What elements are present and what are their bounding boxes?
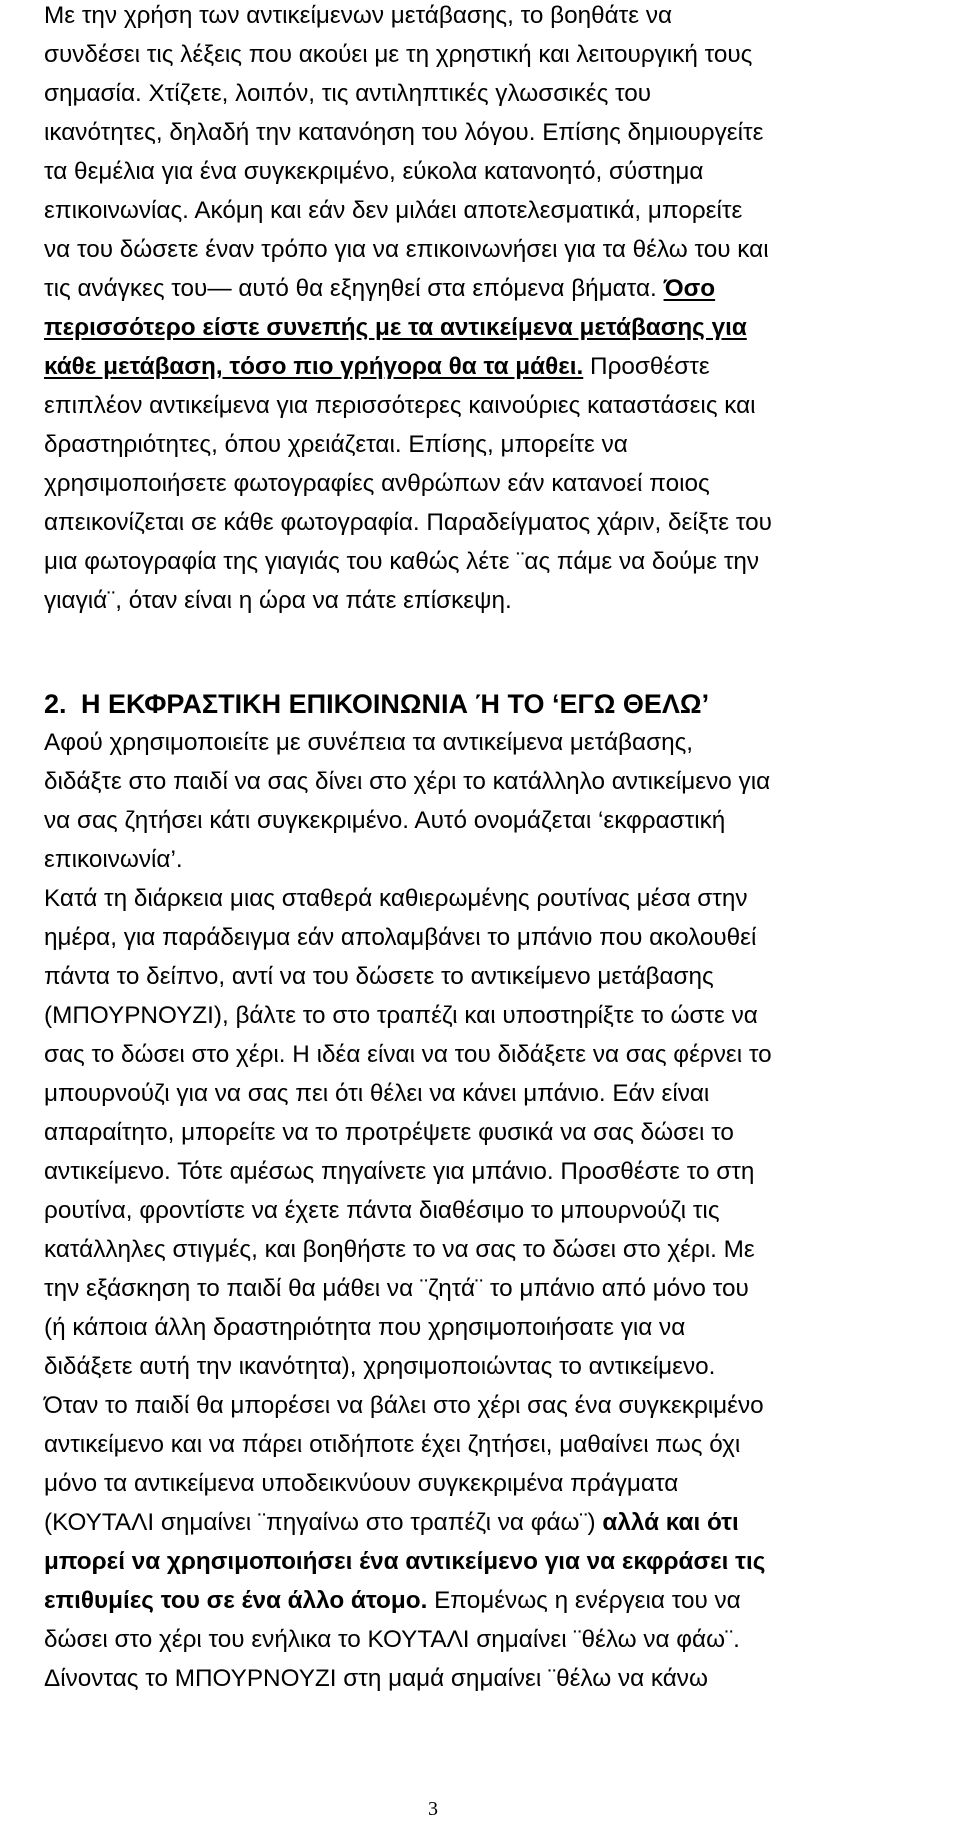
text-line: (ΚΟΥΤΑΛΙ σημαίνει ¨πηγαίνω στο τραπέζι να φάω¨) αλλά και ότι xyxy=(44,1509,739,1536)
text-line: δραστηριότητες, όπου χρειάζεται. Επίσης, μπορείτε να xyxy=(44,431,628,458)
text-line: μπουρνούζι για να σας πει ότι θέλει να κάνει μπάνιο. Εάν είναι xyxy=(44,1080,710,1107)
text-line: τις ανάγκες του— αυτό θα εξηγηθεί στα επόμενα βήματα. Όσο xyxy=(44,275,716,302)
text-line: να του δώσετε έναν τρόπο για να επικοινωνήσει για τα θέλω του και xyxy=(44,236,769,263)
text-line: μια φωτογραφία της γιαγιάς του καθώς λέτε ¨ας πάμε να δούμε την xyxy=(44,548,760,575)
text-line: γιαγιά¨, όταν είναι η ώρα να πάτε επίσκεψη. xyxy=(44,587,512,614)
section-title: Η ΕΚΦΡΑΣΤΙΚΗ ΕΠΙΚΟΙΝΩΝΙΑ Ή ΤΟ ‘ΕΓΩ ΘΕΛΩ’ xyxy=(81,689,710,719)
text-line: πάντα το δείπνο, αντί να του δώσετε το αντικείμενο μετάβασης xyxy=(44,963,714,990)
text-line: επικοινωνίας. Ακόμη και εάν δεν μιλάει αποτελεσματικά, μπορείτε xyxy=(44,197,743,224)
emphasis-text: μπορεί να χρησιμοποιήσει ένα αντικείμενο για να εκφράσει τις xyxy=(44,1548,766,1575)
text-line: χρησιμοποιήσετε φωτογραφίες ανθρώπων εάν κατανοεί ποιος xyxy=(44,470,710,497)
text-line: επιπλέον αντικείμενα για περισσότερες καινούριες καταστάσεις και xyxy=(44,392,756,419)
section-heading xyxy=(44,688,709,720)
text-line: επικοινωνία’. xyxy=(44,846,183,873)
text-line: ημέρα, για παράδειγμα εάν απολαμβάνει το μπάνιο που ακολουθεί xyxy=(44,924,757,951)
section-number: 2. xyxy=(44,689,67,719)
text-line: Δίνοντας το ΜΠΟΥΡΝΟΥΖΙ στη μαμά σημαίνει ¨θέλω να κάνω xyxy=(44,1665,708,1692)
text-line: αντικείμενο. Τότε αμέσως πηγαίνετε για μπάνιο. Προσθέστε το στη xyxy=(44,1158,755,1185)
emphasis-text: κάθε μετάβαση, τόσο πιο γρήγορα θα τα μάθει. xyxy=(44,353,584,380)
text-line: διδάξετε αυτή την ικανότητα), χρησιμοποιώντας το αντικείμενο. xyxy=(44,1353,716,1380)
text-line: σημασία. Χτίζετε, λοιπόν, τις αντιληπτικές γλωσσικές του xyxy=(44,80,652,107)
text-line: να σας ζητήσει κάτι συγκεκριμένο. Αυτό ονομάζεται ‘εκφραστική xyxy=(44,807,726,834)
text-line: κατάλληλες στιγμές, και βοηθήστε το να σας το δώσει στο χέρι. Με xyxy=(44,1236,755,1263)
emphasis-text: περισσότερο είστε συνεπής με τα αντικείμενα μετάβασης για xyxy=(44,314,747,341)
text-line: ικανότητες, δηλαδή την κατανόηση του λόγου. Επίσης δημιουργείτε xyxy=(44,119,764,146)
text-line: την εξάσκηση το παιδί θα μάθει να ¨ζητά¨ το μπάνιο από μόνο του xyxy=(44,1275,749,1302)
text-line: συνδέσει τις λέξεις που ακούει με τη χρηστική και λειτουργική τους xyxy=(44,41,753,68)
text-line: αντικείμενο και να πάρει οτιδήποτε έχει ζητήσει, μαθαίνει πως όχι xyxy=(44,1431,741,1458)
text-line: τα θεμέλια για ένα συγκεκριμένο, εύκολα κατανοητό, σύστημα xyxy=(44,158,704,185)
emphasis-text: Όσο xyxy=(663,275,716,302)
text-line: απεικονίζεται σε κάθε φωτογραφία. Παραδείγματος χάριν, δείξτε του xyxy=(44,509,772,536)
text-line: δώσει στο χέρι του ενήλικα το ΚΟΥΤΑΛΙ σημαίνει ¨θέλω να φάω¨. xyxy=(44,1626,740,1653)
text-line: διδάξτε στο παιδί να σας δίνει στο χέρι το κατάλληλο αντικείμενο για xyxy=(44,768,771,795)
text-line: απαραίτητο, μπορείτε να το προτρέψετε φυσικά να σας δώσει το xyxy=(44,1119,734,1146)
text-line: (ή κάποια άλλη δραστηριότητα που χρησιμοποιήσατε για να xyxy=(44,1314,686,1341)
text-line: Όταν το παιδί θα μπορέσει να βάλει στο χέρι σας ένα συγκεκριμένο xyxy=(44,1392,764,1419)
text-line: Αφού χρησιμοποιείτε με συνέπεια τα αντικείμενα μετάβασης, xyxy=(44,729,694,756)
text-line: (ΜΠΟΥΡΝΟΥΖΙ), βάλτε το στο τραπέζι και υποστηρίξτε το ώστε να xyxy=(44,1002,758,1029)
text-line: σας το δώσει στο χέρι. Η ιδέα είναι να του διδάξετε να σας φέρνει το xyxy=(44,1041,772,1068)
text-line: Κατά τη διάρκεια μιας σταθερά καθιερωμένης ρουτίνας μέσα στην xyxy=(44,885,748,912)
text-line: κάθε μετάβαση, τόσο πιο γρήγορα θα τα μάθει. Προσθέστε xyxy=(44,353,710,380)
text-line: επιθυμίες του σε ένα άλλο άτομο. Επομένως η ενέργεια του να xyxy=(44,1587,741,1614)
page-number: 3 xyxy=(428,1798,438,1820)
emphasis-text: αλλά και ότι xyxy=(602,1509,739,1536)
text-line: Με την χρήση των αντικείμενων μετάβασης, το βοηθάτε να xyxy=(44,2,673,29)
emphasis-text: επιθυμίες του σε ένα άλλο άτομο. xyxy=(44,1587,428,1614)
text-line: ρουτίνα, φροντίστε να έχετε πάντα διαθέσιμο το μπουρνούζι τις xyxy=(44,1197,720,1224)
text-line: μόνο τα αντικείμενα υποδεικνύουν συγκεκριμένα πράγματα xyxy=(44,1470,679,1497)
